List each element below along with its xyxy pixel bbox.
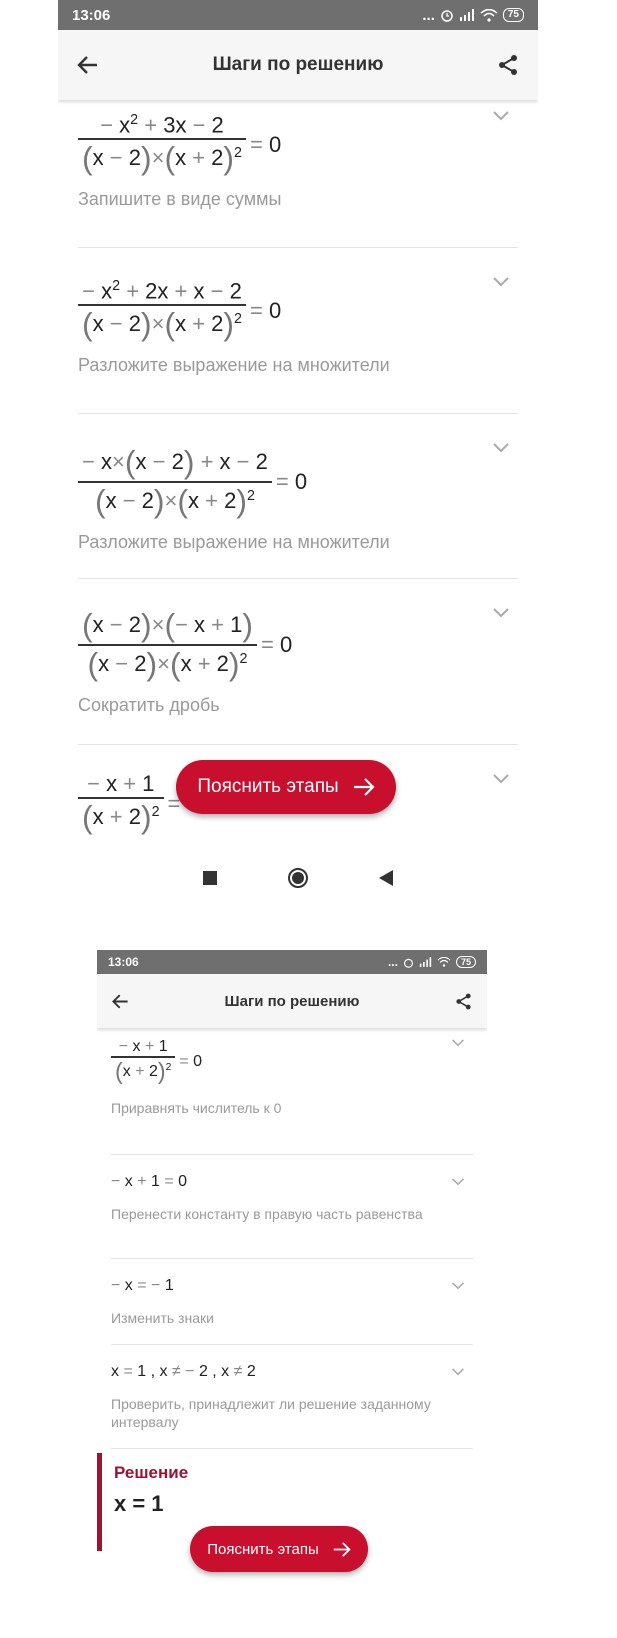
chevron-down-icon[interactable] — [492, 276, 510, 288]
step-formula: $\frac{- x + 1}{(x + 2)^2}$ = 0 — [111, 1038, 473, 1085]
battery-indicator: 75 — [456, 956, 476, 968]
explain-steps-button[interactable] — [190, 1526, 368, 1572]
status-bar — [97, 950, 487, 974]
step-formula: − x + 1 = 0 — [111, 1173, 188, 1190]
chevron-down-icon[interactable] — [492, 442, 510, 454]
screenshot-bottom — [97, 950, 487, 1638]
status-time: 13:06 — [108, 955, 139, 969]
steps-list — [97, 1028, 487, 1551]
signal-icon — [419, 957, 432, 967]
step-item[interactable] — [78, 579, 518, 745]
solution-value: x = 1 — [114, 1491, 164, 1516]
step-item[interactable] — [78, 414, 518, 579]
chevron-down-icon[interactable] — [451, 1281, 465, 1291]
arrow-right-icon — [353, 778, 375, 796]
step-formula: $\frac{- x^2 + 2x + x - 2}{(x - 2)\times(x + 2)^2}$ = 0 — [78, 278, 518, 343]
step-description: Запишите в виде суммы — [78, 189, 282, 210]
chevron-down-icon[interactable] — [451, 1367, 465, 1377]
back-arrow-icon — [76, 53, 100, 77]
stop-icon — [203, 871, 217, 885]
alarm-icon — [440, 8, 454, 22]
back-arrow-icon — [111, 992, 130, 1011]
share-button[interactable] — [454, 992, 473, 1011]
chevron-down-icon[interactable] — [492, 773, 510, 785]
wifi-icon — [480, 9, 498, 22]
step-formula: $\frac{- x^2 + 3x - 2}{(x - 2)\times(x + 2)^2}$ = 0 — [78, 112, 518, 177]
alarm-icon — [403, 957, 414, 968]
step-formula: $\frac{(x - 2)\times(- x + 1)}{(x - 2)\times(x + 2)^2}$ = 0 — [78, 607, 518, 683]
arrow-right-icon — [333, 1542, 351, 1557]
system-nav-bar — [58, 860, 538, 900]
explain-steps-label: Пояснить этапы — [207, 1540, 319, 1558]
screenshot-top — [58, 0, 538, 900]
chevron-down-icon[interactable] — [451, 1177, 465, 1187]
back-triangle-icon — [379, 870, 393, 886]
status-bar — [58, 0, 538, 30]
back-button[interactable] — [111, 992, 130, 1011]
chevron-down-icon[interactable] — [492, 110, 510, 122]
status-time: 13:06 — [72, 6, 111, 24]
step-item[interactable] — [78, 100, 518, 248]
signal-icon — [459, 9, 475, 21]
step-formula: − x = − 1 — [111, 1277, 174, 1294]
step-formula: x = 1 , x ≠ − 2 , x ≠ 2 — [111, 1363, 256, 1380]
app-bar — [97, 974, 487, 1028]
step-description: Разложите выражение на множители — [78, 355, 390, 376]
explain-steps-button[interactable] — [176, 760, 396, 814]
step-description: Изменить знаки — [111, 1310, 214, 1326]
steps-list — [58, 100, 538, 865]
step-item[interactable] — [78, 248, 518, 414]
page-title: Шаги по решению — [224, 992, 360, 1010]
home-button[interactable] — [287, 867, 309, 894]
notification-dots: ... — [387, 955, 398, 969]
solution-title: Решение — [114, 1463, 189, 1482]
step-description: Перенести константу в правую часть равенства — [111, 1206, 423, 1222]
notification-dots: ... — [422, 6, 435, 24]
chevron-down-icon[interactable] — [492, 607, 510, 619]
share-icon — [496, 53, 520, 77]
step-description: Приравнять числитель к 0 — [111, 1100, 282, 1116]
app-bar — [58, 30, 538, 100]
share-button[interactable] — [496, 53, 520, 77]
step-item[interactable] — [111, 1155, 473, 1259]
explain-steps-label: Пояснить этапы — [197, 776, 339, 797]
share-icon — [454, 992, 473, 1011]
wifi-icon — [437, 957, 451, 967]
step-formula: $\frac{- x + 1}{(x + 2)^2}$ = — [78, 771, 518, 836]
page-title: Шаги по решению — [212, 54, 384, 75]
system-back-button[interactable] — [379, 870, 393, 891]
step-item[interactable] — [111, 1028, 473, 1155]
step-description: Разложите выражение на множители — [78, 532, 390, 552]
chevron-down-icon[interactable] — [451, 1038, 465, 1048]
home-icon — [287, 867, 309, 889]
step-formula: $\frac{- x\times(x - 2) + x - 2}{(x - 2)\times(x + 2)^2}$ = 0 — [78, 444, 518, 520]
step-description: Проверить, принадлежит ли решение заданному интервалу — [111, 1396, 431, 1430]
step-item[interactable] — [111, 1345, 473, 1449]
step-description: Сократить дробь — [78, 695, 220, 715]
battery-indicator: 75 — [503, 8, 524, 22]
step-item[interactable] — [111, 1259, 473, 1345]
recents-button[interactable] — [203, 871, 217, 890]
back-button[interactable] — [76, 53, 100, 77]
